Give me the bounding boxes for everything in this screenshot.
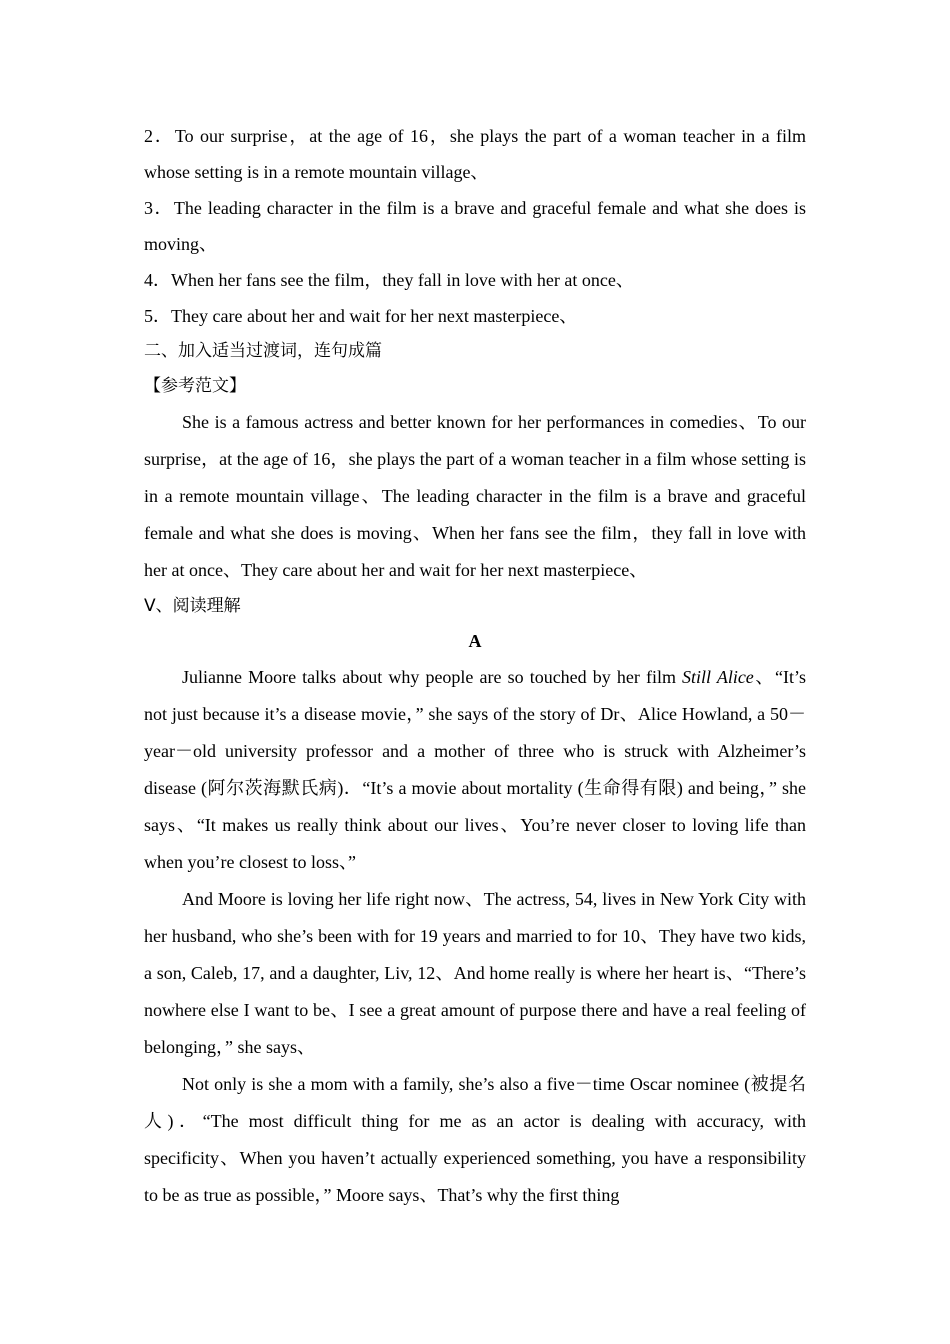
exercise-sentence-2: 2．To our surprise，at the age of 16，she plays the part of a woman teacher in a film whose setting is in a remote mountain village、 [144, 126, 806, 182]
paragraph1-text-start: Julianne Moore talks about why people are so touched by her film [182, 667, 683, 687]
reference-text: She is a famous actress and better known for her performances in comedies、To our surprise，at the age of 16，she plays the part of a woman teacher in a film whose setting is in a remote mountain village、The leading character in the film is a brave and graceful female and what she does is moving、When her fans see the film，they fall in love with her at once、They care about her and wait for her next masterpiece、 [144, 412, 806, 580]
document-content [144, 118, 806, 1214]
paragraph1-text-end: 、“It’s not just because it’s a disease movie，” she says of the story of Dr、Alice Howland, a 50－year－old university professor and a mother of three who is struck with Alzheimer’s disease (阿尔茨海默氏病)．“It’s a movie about mortality (生命得有限) and being，” she says、“It makes us really think about our lives、You’re never closer to loving life than when you’re closest to loss、” [144, 667, 806, 872]
reference-heading: 【参考范文】 [144, 376, 246, 396]
exercise-sentence-5: 5．They care about her and wait for her next masterpiece、 [144, 306, 578, 326]
passage-title: A [468, 631, 482, 651]
exercise-sentence-3: 3．The leading character in the film is a brave and graceful female and what she does is moving、 [144, 198, 806, 254]
passage-paragraph-1 [144, 659, 806, 881]
film-title: Still Alice [682, 667, 754, 687]
exercise-sentence-4: 4．When her fans see the film，they fall in love with her at once、 [144, 270, 634, 290]
section-five-heading: Ⅴ、阅读理解 [144, 596, 241, 616]
section-two-heading: 二、加入适当过渡词，连句成篇 [144, 341, 382, 361]
passage-paragraph-2: And Moore is loving her life right now、The actress, 54, lives in New York City with her husband, who she’s been with for 19 years and married to for 10、They have two kids, a son, Caleb, 17, and a daughter, Liv, 12、And home really is where her heart is、“There’s nowhere else I want to be、I see a great amount of purpose there and have a real feeling of belonging，” she says、 [144, 889, 806, 1057]
passage-paragraph-3: Not only is she a mom with a family, she’s also a five－time Oscar nominee (被提名人)．“The most difficult thing for me as an actor is dealing with accuracy, with specificity、When you haven’t actually experienced something, you have a responsibility to be as true as possible，” Moore says、That’s why the first thing [144, 1074, 806, 1205]
